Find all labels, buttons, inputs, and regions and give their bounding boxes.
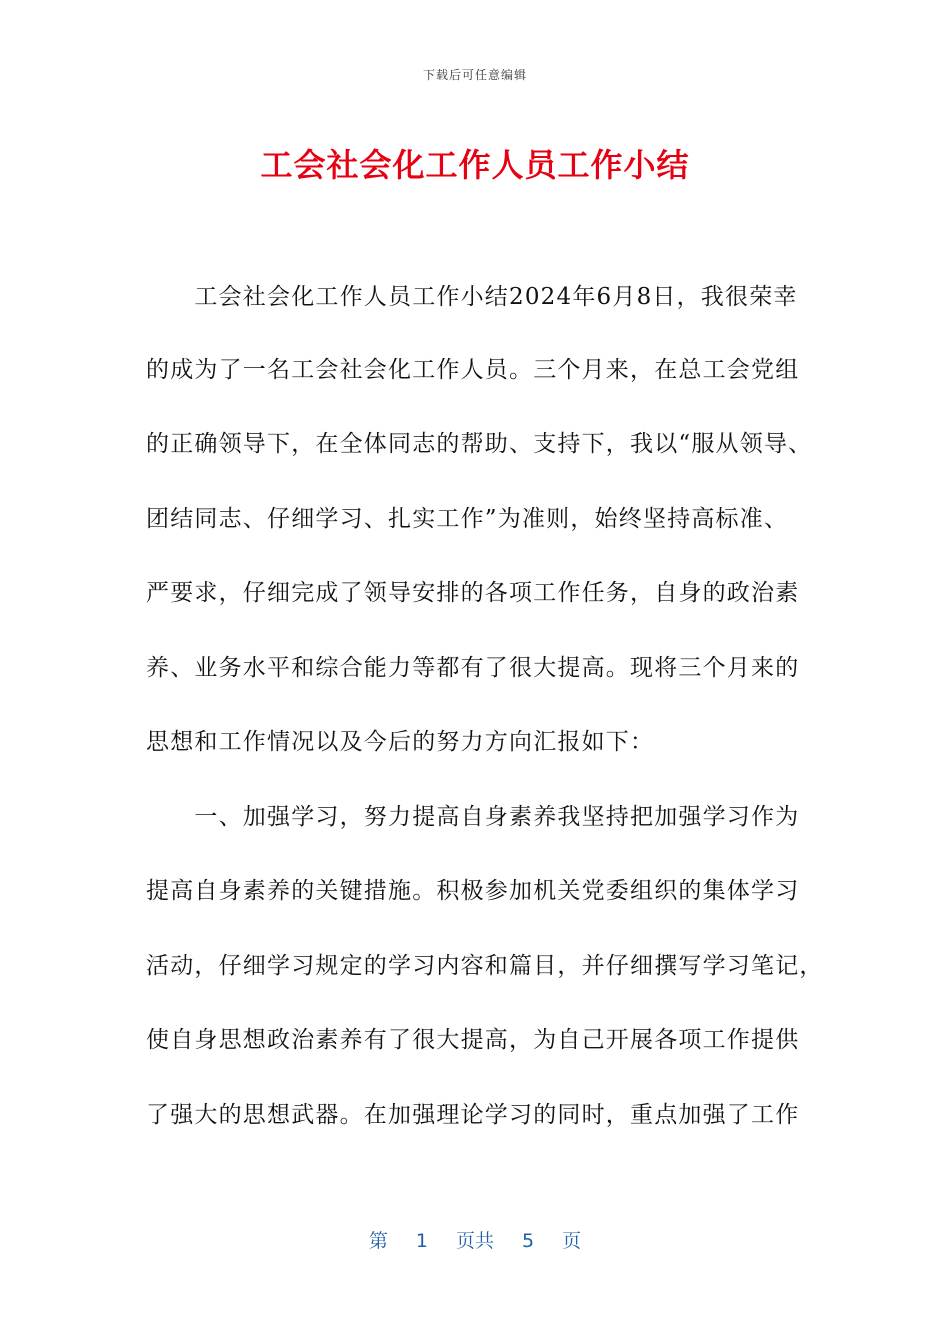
paragraph-line: 工会社会化工作人员工作小结2024年6月8日，我很荣幸 (146, 284, 798, 310)
page-label-suffix: 页 (562, 1230, 582, 1252)
paragraph-line: 严要求，仔细完成了领导安排的各项工作任务，自身的政治素 (146, 580, 800, 606)
paragraph-line: 养、业务水平和综合能力等都有了很大提高。现将三个月来的 (146, 655, 800, 681)
paragraph-line: 的正确领导下，在全体同志的帮助、支持下，我以“服从领导、 (146, 431, 813, 457)
page-footer (0, 1226, 950, 1253)
document-title: 工会社会化工作人员工作小结 (260, 146, 690, 184)
paragraph-line: 的成为了一名工会社会化工作人员。三个月来，在总工会党组 (146, 357, 800, 383)
paragraph-line: 了强大的思想武器。在加强理论学习的同时，重点加强了工作 (146, 1102, 800, 1128)
total-pages-number: 5 (522, 1230, 535, 1252)
current-page-number: 1 (415, 1230, 428, 1252)
page-label-prefix: 第 (368, 1230, 388, 1252)
paragraph-line: 思想和工作情况以及今后的努力方向汇报如下： (146, 729, 655, 755)
download-note: 下载后可任意编辑 (422, 68, 527, 82)
paragraph-line: 使自身思想政治素养有了很大提高，为自己开展各项工作提供 (146, 1027, 800, 1053)
page-label-middle: 页共 (455, 1230, 494, 1252)
paragraph-line: 提高自身素养的关键措施。积极参加机关党委组织的集体学习 (146, 878, 800, 904)
paragraph-line: 团结同志、仔细学习、扎实工作”为准则，始终坚持高标准、 (146, 506, 789, 532)
paragraph-line: 活动，仔细学习规定的学习内容和篇目，并仔细撰写学习笔记， (146, 953, 824, 979)
paragraph-line: 一、加强学习，努力提高自身素养我坚持把加强学习作为 (146, 804, 800, 830)
